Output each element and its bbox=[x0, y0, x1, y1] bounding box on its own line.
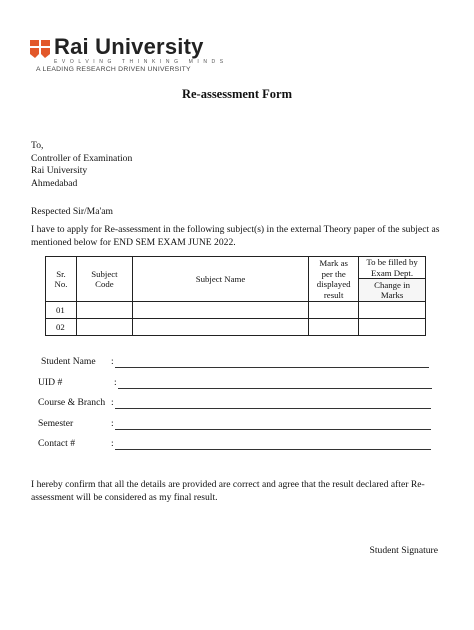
contact-field[interactable] bbox=[115, 449, 431, 450]
address-line: Controller of Examination bbox=[31, 152, 133, 164]
form-title: Re-assessment Form bbox=[181, 87, 293, 101]
course-branch-label: Course & Branch bbox=[38, 397, 106, 408]
address-line: Rai University bbox=[31, 165, 88, 176]
contact-label: Contact # bbox=[38, 438, 76, 449]
salutation: Respected Sir/Ma'am bbox=[31, 206, 113, 217]
confirmation-paragraph: I hereby confirm that all the details are provided are correct and agree that the result declared after Re-assessment will be considered as my final result. bbox=[31, 479, 425, 503]
cell-subject-code[interactable] bbox=[76, 302, 132, 319]
university-header bbox=[30, 36, 230, 78]
header-subject-code: Subject Code bbox=[76, 257, 132, 302]
uid-field[interactable] bbox=[118, 388, 432, 389]
semester-field[interactable] bbox=[115, 429, 431, 430]
uid-label: UID # bbox=[38, 377, 63, 388]
header-mark-displayed: Mark as per the displayed result bbox=[309, 257, 359, 302]
university-logo-icon bbox=[30, 38, 50, 60]
university-name: Rai University bbox=[54, 34, 204, 59]
cell-change-in-marks bbox=[359, 319, 426, 336]
cell-subject-name[interactable] bbox=[132, 319, 308, 336]
semester-label: Semester bbox=[38, 418, 74, 429]
cell-change-in-marks bbox=[359, 302, 426, 319]
cell-sr-no: 01 bbox=[46, 302, 77, 319]
cell-subject-name[interactable] bbox=[132, 302, 308, 319]
cell-subject-code[interactable] bbox=[76, 319, 132, 336]
header-subject-name: Subject Name bbox=[132, 257, 308, 302]
cell-mark[interactable] bbox=[309, 319, 359, 336]
header-sr-no: Sr. No. bbox=[46, 257, 77, 302]
address-line: To, bbox=[31, 140, 44, 151]
course-branch-field[interactable] bbox=[115, 408, 431, 409]
student-signature-label: Student Signature bbox=[369, 545, 438, 556]
header-change-in-marks: Change in Marks bbox=[359, 279, 426, 302]
intro-paragraph: I have to apply for Re-assessment in the following subject(s) in the external Theory paper of the subject as mentioned below for END SEM EXAM JUNE 2022. bbox=[31, 224, 440, 248]
table-row bbox=[46, 302, 426, 319]
recipient-address bbox=[31, 140, 132, 190]
field-colon: : bbox=[114, 377, 117, 388]
cell-sr-no: 02 bbox=[46, 319, 77, 336]
address-line: Ahmedabad bbox=[31, 177, 78, 189]
university-tagline: A LEADING RESEARCH DRIVEN UNIVERSITY bbox=[36, 66, 191, 73]
table-row bbox=[46, 319, 426, 336]
field-colon: : bbox=[111, 397, 114, 408]
field-colon: : bbox=[111, 356, 114, 367]
field-colon: : bbox=[111, 418, 114, 429]
subjects-table bbox=[45, 256, 426, 336]
student-name-field[interactable] bbox=[115, 367, 429, 368]
university-motto: EVOLVING THINKING MINDS bbox=[54, 59, 228, 65]
student-name-label: Student Name bbox=[41, 356, 96, 367]
header-exam-dept: To be filled by Exam Dept. bbox=[359, 257, 426, 279]
cell-mark[interactable] bbox=[309, 302, 359, 319]
field-colon: : bbox=[111, 438, 114, 449]
